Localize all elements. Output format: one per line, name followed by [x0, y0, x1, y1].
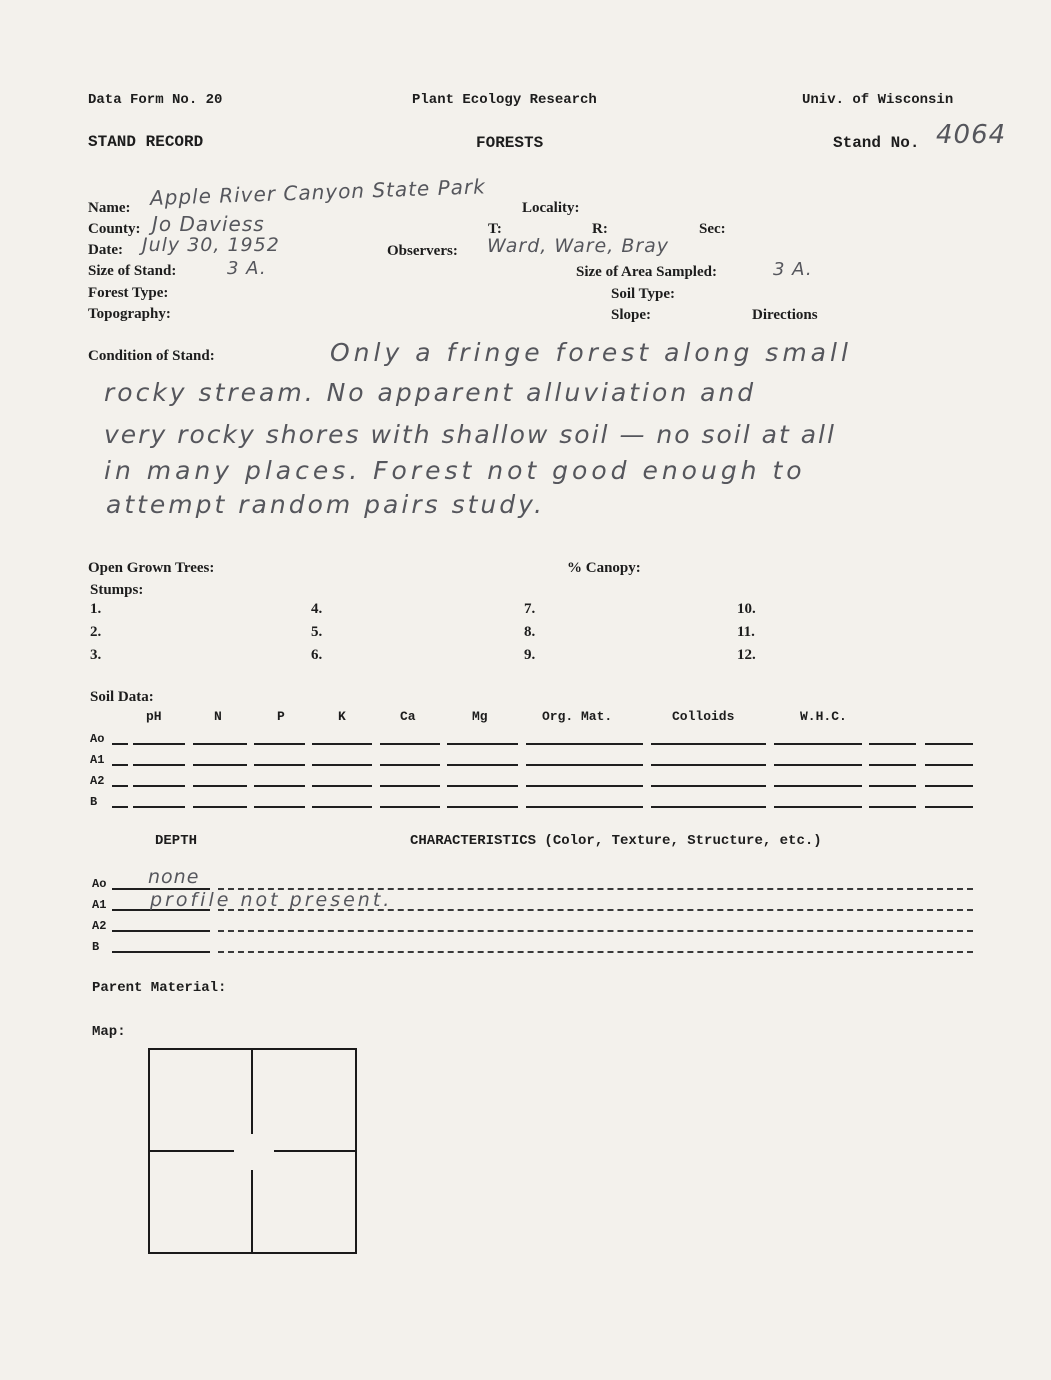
soil-blank-line — [925, 743, 973, 745]
stumps-label: Stumps: — [90, 582, 144, 598]
directions-label: Directions — [752, 307, 818, 323]
township-label: T: — [488, 221, 502, 237]
soil-row-label: B — [90, 795, 98, 809]
soil-column-header: Ca — [400, 709, 416, 724]
profile-row-label: Ao — [92, 877, 107, 891]
stand-no-value: 4064 — [936, 120, 1007, 150]
stump-number: 2. — [90, 624, 102, 640]
soil-blank-line — [774, 785, 862, 787]
size-of-area-label: Size of Area Sampled: — [576, 264, 717, 280]
size-of-stand-label: Size of Stand: — [88, 263, 177, 279]
soil-blank-line — [651, 806, 766, 808]
soil-row-label: Ao — [90, 732, 105, 746]
soil-blank-line — [312, 764, 372, 766]
stump-number: 10. — [737, 601, 756, 617]
date-value: July 30, 1952 — [142, 234, 280, 256]
record-type: STAND RECORD — [88, 133, 204, 151]
soil-blank-line — [380, 743, 440, 745]
map-crosshair — [274, 1150, 355, 1152]
map-crosshair — [150, 1150, 234, 1152]
date-label: Date: — [88, 242, 123, 258]
soil-type-label: Soil Type: — [611, 286, 676, 302]
depth-label: DEPTH — [155, 833, 198, 849]
soil-blank-line — [193, 806, 247, 808]
soil-blank-line — [312, 743, 372, 745]
section-label: Sec: — [699, 221, 726, 237]
condition-line-2: rocky stream. No apparent alluviation and — [104, 378, 757, 407]
stump-number: 5. — [311, 624, 323, 640]
forest-type-label: Forest Type: — [88, 285, 169, 301]
name-label: Name: — [88, 200, 131, 216]
condition-line-1: Only a fringe forest along small — [330, 338, 852, 367]
soil-blank-line — [526, 806, 643, 808]
locality-label: Locality: — [522, 200, 580, 216]
open-grown-trees-label: Open Grown Trees: — [88, 560, 215, 576]
map-crosshair — [251, 1170, 253, 1252]
size-of-stand-value: 3 A. — [227, 258, 267, 279]
soil-blank-line — [925, 764, 973, 766]
soil-blank-line — [254, 806, 305, 808]
soil-blank-line — [380, 764, 440, 766]
soil-blank-line — [925, 806, 973, 808]
soil-column-header: Colloids — [672, 709, 735, 724]
soil-blank-line — [651, 785, 766, 787]
soil-blank-line — [651, 743, 766, 745]
soil-column-header: K — [338, 709, 346, 724]
county-value: Jo Daviess — [152, 212, 265, 236]
profile-characteristics-line — [218, 951, 973, 953]
name-value: Apple River Canyon State Park — [149, 174, 487, 210]
soil-column-header: Org. Mat. — [542, 709, 613, 724]
soil-blank-line — [380, 806, 440, 808]
stump-number: 1. — [90, 601, 102, 617]
condition-line-3: very rocky shores with shallow soil — no soil at all — [104, 420, 836, 449]
soil-blank-line — [925, 785, 973, 787]
institution: Univ. of Wisconsin — [802, 92, 954, 108]
soil-column-header: Mg — [472, 709, 488, 724]
soil-blank-line — [133, 785, 185, 787]
soil-blank-line — [193, 785, 247, 787]
stump-number: 8. — [524, 624, 536, 640]
size-of-area-value: 3 A. — [773, 259, 813, 280]
soil-blank-line — [133, 806, 185, 808]
soil-column-header: W.H.C. — [800, 709, 847, 724]
soil-blank-line — [133, 764, 185, 766]
soil-blank-line — [447, 806, 518, 808]
soil-row-label: A1 — [90, 753, 105, 767]
map-label: Map: — [92, 1024, 126, 1040]
soil-blank-line — [447, 743, 518, 745]
soil-blank-line — [526, 764, 643, 766]
category: FORESTS — [476, 134, 544, 152]
range-label: R: — [592, 221, 608, 237]
profile-depth-line — [112, 951, 210, 953]
soil-blank-line — [312, 806, 372, 808]
soil-blank-line — [112, 806, 128, 808]
soil-blank-line — [774, 764, 862, 766]
soil-data-label: Soil Data: — [90, 689, 154, 705]
soil-blank-line — [526, 785, 643, 787]
parent-material-label: Parent Material: — [92, 980, 227, 996]
soil-blank-line — [193, 743, 247, 745]
profile-depth-line — [112, 930, 210, 932]
soil-blank-line — [254, 764, 305, 766]
soil-blank-line — [869, 785, 916, 787]
soil-blank-line — [447, 785, 518, 787]
form-number: Data Form No. 20 — [88, 92, 223, 108]
profile-row-label: A1 — [92, 898, 107, 912]
stand-no-label: Stand No. — [833, 134, 920, 152]
soil-blank-line — [254, 785, 305, 787]
soil-column-header: pH — [146, 709, 162, 724]
stump-number: 3. — [90, 647, 102, 663]
map-box — [148, 1048, 357, 1254]
county-label: County: — [88, 221, 141, 237]
soil-blank-line — [112, 764, 128, 766]
characteristics-label: CHARACTERISTICS (Color, Texture, Structure, etc.) — [410, 833, 822, 849]
soil-blank-line — [651, 764, 766, 766]
profile-row-label: A2 — [92, 919, 107, 933]
soil-blank-line — [112, 743, 128, 745]
topography-label: Topography: — [88, 306, 171, 322]
soil-blank-line — [312, 785, 372, 787]
condition-line-5: attempt random pairs study. — [106, 490, 545, 519]
soil-blank-line — [133, 743, 185, 745]
soil-blank-line — [869, 764, 916, 766]
soil-column-header: N — [214, 709, 222, 724]
soil-blank-line — [447, 764, 518, 766]
soil-blank-line — [774, 743, 862, 745]
program-title: Plant Ecology Research — [412, 92, 597, 108]
soil-blank-line — [526, 743, 643, 745]
soil-blank-line — [380, 785, 440, 787]
profile-ao-note: none — [148, 866, 200, 888]
stump-number: 12. — [737, 647, 756, 663]
profile-row-label: B — [92, 940, 100, 954]
soil-blank-line — [869, 806, 916, 808]
soil-blank-line — [254, 743, 305, 745]
observers-label: Observers: — [387, 243, 458, 259]
soil-row-label: A2 — [90, 774, 105, 788]
condition-line-4: in many places. Forest not good enough to — [104, 456, 806, 485]
profile-characteristics-line — [218, 930, 973, 932]
stump-number: 4. — [311, 601, 323, 617]
observers-value: Ward, Ware, Bray — [487, 235, 670, 257]
stump-number: 11. — [737, 624, 755, 640]
soil-blank-line — [193, 764, 247, 766]
soil-blank-line — [774, 806, 862, 808]
stump-number: 9. — [524, 647, 536, 663]
soil-column-header: P — [277, 709, 285, 724]
soil-blank-line — [869, 743, 916, 745]
map-crosshair — [251, 1050, 253, 1134]
stump-number: 6. — [311, 647, 323, 663]
condition-label: Condition of Stand: — [88, 348, 215, 364]
slope-label: Slope: — [611, 307, 652, 323]
soil-blank-line — [112, 785, 128, 787]
stump-number: 7. — [524, 601, 536, 617]
canopy-label: % Canopy: — [567, 560, 641, 576]
profile-a1-note: profile not present. — [150, 889, 393, 911]
